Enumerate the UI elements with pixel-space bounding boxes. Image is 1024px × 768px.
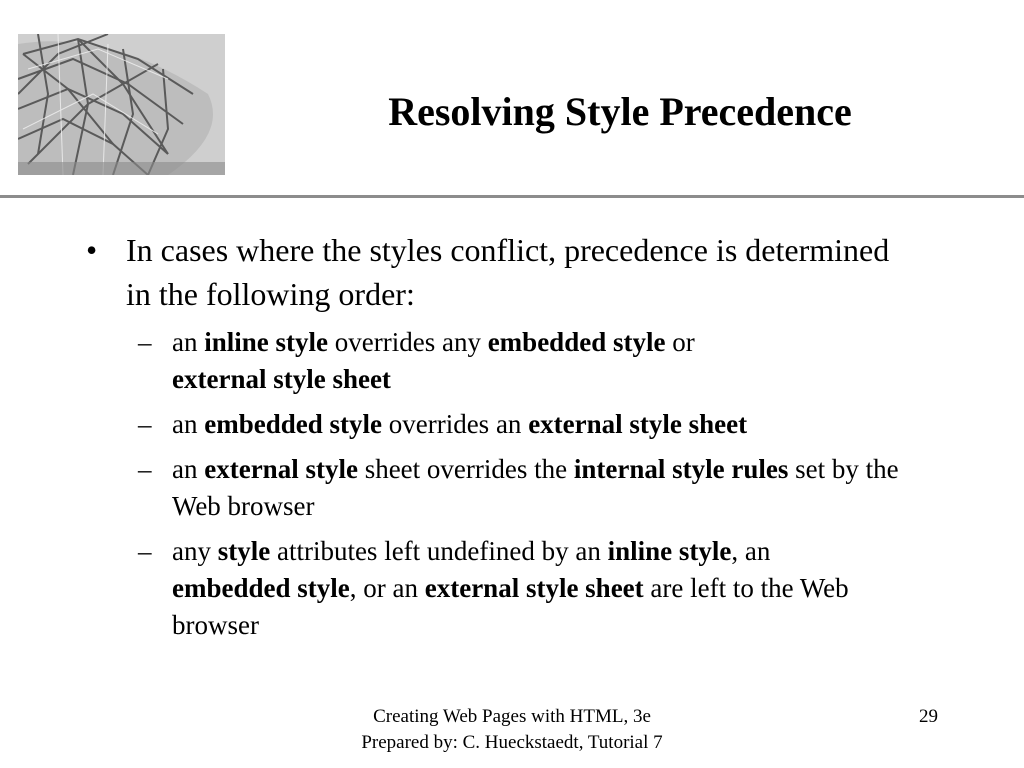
sub-bullet-text: , or an — [349, 573, 425, 603]
sub-bullet-emphasis: embedded style — [204, 409, 382, 439]
sub-bullet-text: any — [172, 536, 218, 566]
sub-bullet-emphasis: embedded style — [172, 573, 350, 603]
sub-bullet-marker: – — [138, 536, 152, 566]
bullet-marker: • — [86, 232, 98, 268]
sub-bullet-text: overrides an — [381, 409, 529, 439]
sub-bullet-emphasis: style — [217, 536, 271, 566]
sub-bullet-text: , an — [731, 536, 771, 566]
sub-bullet-marker: – — [138, 327, 152, 357]
sub-bullet-emphasis: external style sheet — [424, 573, 644, 603]
sub-bullet-text: are left to the Web browser — [172, 573, 849, 640]
sub-bullet-text: or — [665, 327, 695, 357]
footer-line-1: Creating Web Pages with HTML, 3e — [373, 706, 651, 727]
sub-bullet-text: sheet overrides the — [357, 454, 574, 484]
main-bullet-text: In cases where the styles conflict, precedence is determined in the following order: — [126, 232, 890, 312]
slide-logo-image — [18, 34, 225, 175]
sub-bullet-emphasis: external style sheet — [172, 364, 391, 394]
sub-bullet-1 — [86, 324, 916, 398]
sub-bullet-emphasis: embedded style — [487, 327, 666, 357]
sub-bullet-emphasis: internal style rules — [573, 454, 789, 484]
footer-line-2: Prepared by: C. Hueckstaedt, Tutorial 7 — [361, 732, 663, 753]
sub-bullet-emphasis: external style sheet — [528, 409, 748, 439]
sub-bullet-list — [86, 324, 916, 644]
slide-footer — [300, 704, 724, 756]
sub-bullet-3 — [86, 451, 916, 525]
sub-bullet-emphasis: external style — [204, 454, 358, 484]
page-number: 29 — [919, 706, 938, 727]
sub-bullet-text: an — [172, 454, 205, 484]
sub-bullet-marker: – — [138, 454, 152, 484]
sub-bullet-2 — [86, 406, 916, 443]
sub-bullet-text: overrides any — [328, 327, 488, 357]
sub-bullet-text: an — [172, 409, 205, 439]
sub-bullet-text: an — [172, 327, 205, 357]
sub-bullet-emphasis: inline style — [607, 536, 732, 566]
main-bullet — [86, 228, 916, 316]
sub-bullet-text: attributes left undefined by an — [270, 536, 608, 566]
slide-body — [86, 228, 916, 652]
sub-bullet-text: set by the Web browser — [172, 454, 899, 521]
sub-bullet-marker: – — [138, 409, 152, 439]
title-divider — [0, 195, 1024, 198]
sub-bullet-4 — [86, 533, 916, 644]
slide-title: Resolving Style Precedence — [388, 89, 852, 134]
sub-bullet-emphasis: inline style — [204, 327, 328, 357]
